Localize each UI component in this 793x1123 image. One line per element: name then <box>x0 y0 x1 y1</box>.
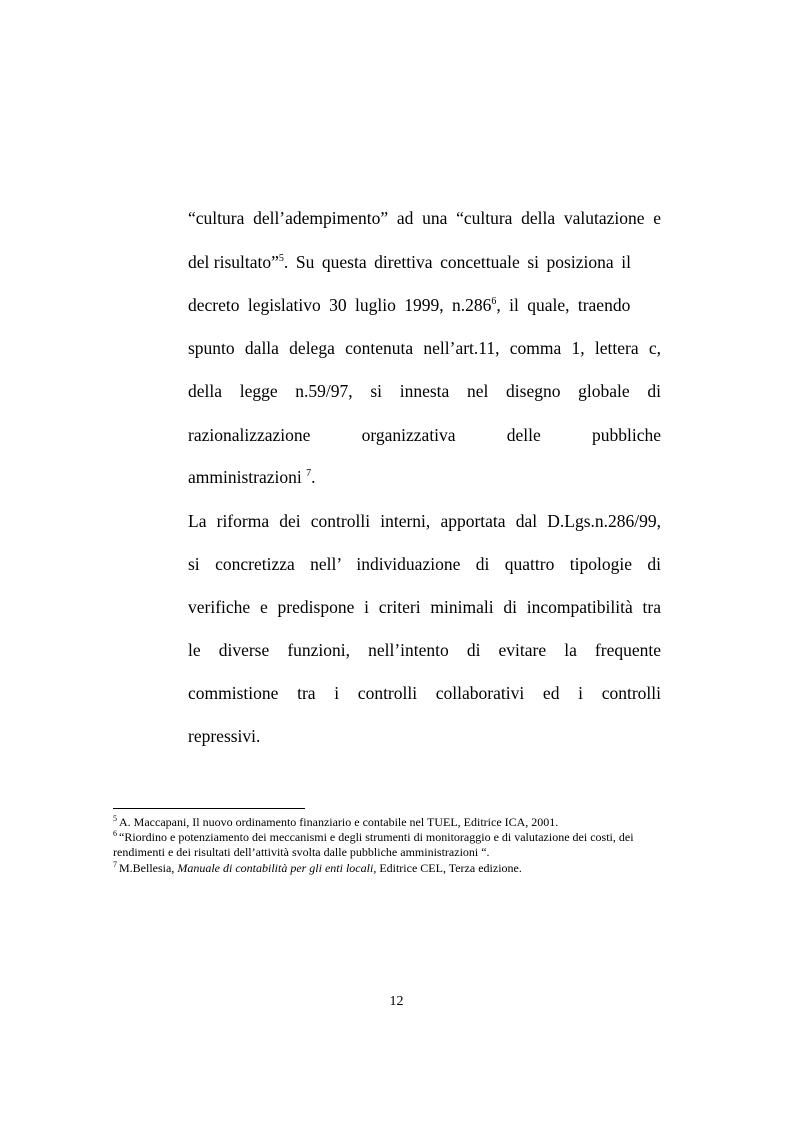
body-text: della legge n.59/97, si innesta nel disegno globale di <box>188 381 661 401</box>
body-text: le diverse funzioni, nell’intento di evitare la frequente <box>188 640 661 660</box>
body-text: repressivi. <box>188 726 261 746</box>
page-number: 12 <box>389 994 404 1009</box>
body-line-6 <box>188 423 661 447</box>
body-line-11 <box>188 638 661 662</box>
body-line-13 <box>188 724 661 748</box>
body-text: . Su questa direttiva concettuale si posiziona il <box>283 252 631 272</box>
body-text: si concretizza nell’ individuazione di quattro tipologie di <box>188 554 661 574</box>
body-text: decreto legislativo 30 luglio 1999, n.286 <box>188 295 492 315</box>
body-line-4 <box>188 336 661 360</box>
footnote-text: , Editrice CEL, Terza edizione. <box>373 861 522 875</box>
footnote-number: 5 <box>113 814 117 823</box>
body-text: “cultura dell’adempimento” ad una “cultura della valutazione e <box>188 208 661 228</box>
footnote-text: rendimenti e dei risultati dell’attività svolta dalle pubbliche amministrazioni “. <box>113 845 490 859</box>
footnote-book-title: Manuale di contabilità per gli enti locali <box>177 861 374 875</box>
footnote-ref-6[interactable]: 6 <box>491 296 497 307</box>
body-line-7 <box>188 465 661 489</box>
body-line-1 <box>188 206 661 230</box>
body-line-10 <box>188 595 661 619</box>
body-text: La riforma dei controlli interni, apportata dal D.Lgs.n.286/99, <box>188 511 661 531</box>
body-text: amministrazioni <box>188 467 307 487</box>
body-text: , il quale, traendo <box>496 295 631 315</box>
footnote-number: 7 <box>113 860 117 869</box>
footnote-number: 6 <box>113 829 117 838</box>
body-text: commistione tra i controlli collaborativi ed i controlli <box>188 683 661 703</box>
body-line-12 <box>188 681 661 705</box>
body-line-5 <box>188 379 661 403</box>
body-text: razionalizzazione organizzativa delle pubbliche <box>188 425 661 445</box>
footnote-ref-5[interactable]: 5 <box>278 253 284 264</box>
body-line-2 <box>188 250 661 274</box>
footnote-text: A. Maccapani, Il nuovo ordinamento finanziario e contabile nel TUEL, Editrice ICA, 2001. <box>119 815 559 829</box>
body-line-9 <box>188 552 661 576</box>
footnote-5 <box>113 815 703 830</box>
body-text: spunto dalla delega contenuta nell’art.11, comma 1, lettera c, <box>188 338 661 358</box>
footnote-separator <box>113 808 305 809</box>
body-text: . <box>311 467 316 487</box>
footnote-ref-7[interactable]: 7 <box>306 468 312 479</box>
body-line-8 <box>188 509 661 533</box>
footnote-6-continuation <box>113 845 703 860</box>
footnote-7 <box>113 861 703 876</box>
body-line-3 <box>188 293 661 317</box>
footnote-author: M.Bellesia, <box>119 861 178 875</box>
footnote-text: “Riordino e potenziamento dei meccanismi e degli strumenti di monitoraggio e di valutazione dei costi, dei <box>119 830 634 844</box>
body-text: del risultato” <box>188 252 279 272</box>
footnote-6 <box>113 830 703 845</box>
body-text: verifiche e predispone i criteri minimali di incompatibilità tra <box>188 597 661 617</box>
